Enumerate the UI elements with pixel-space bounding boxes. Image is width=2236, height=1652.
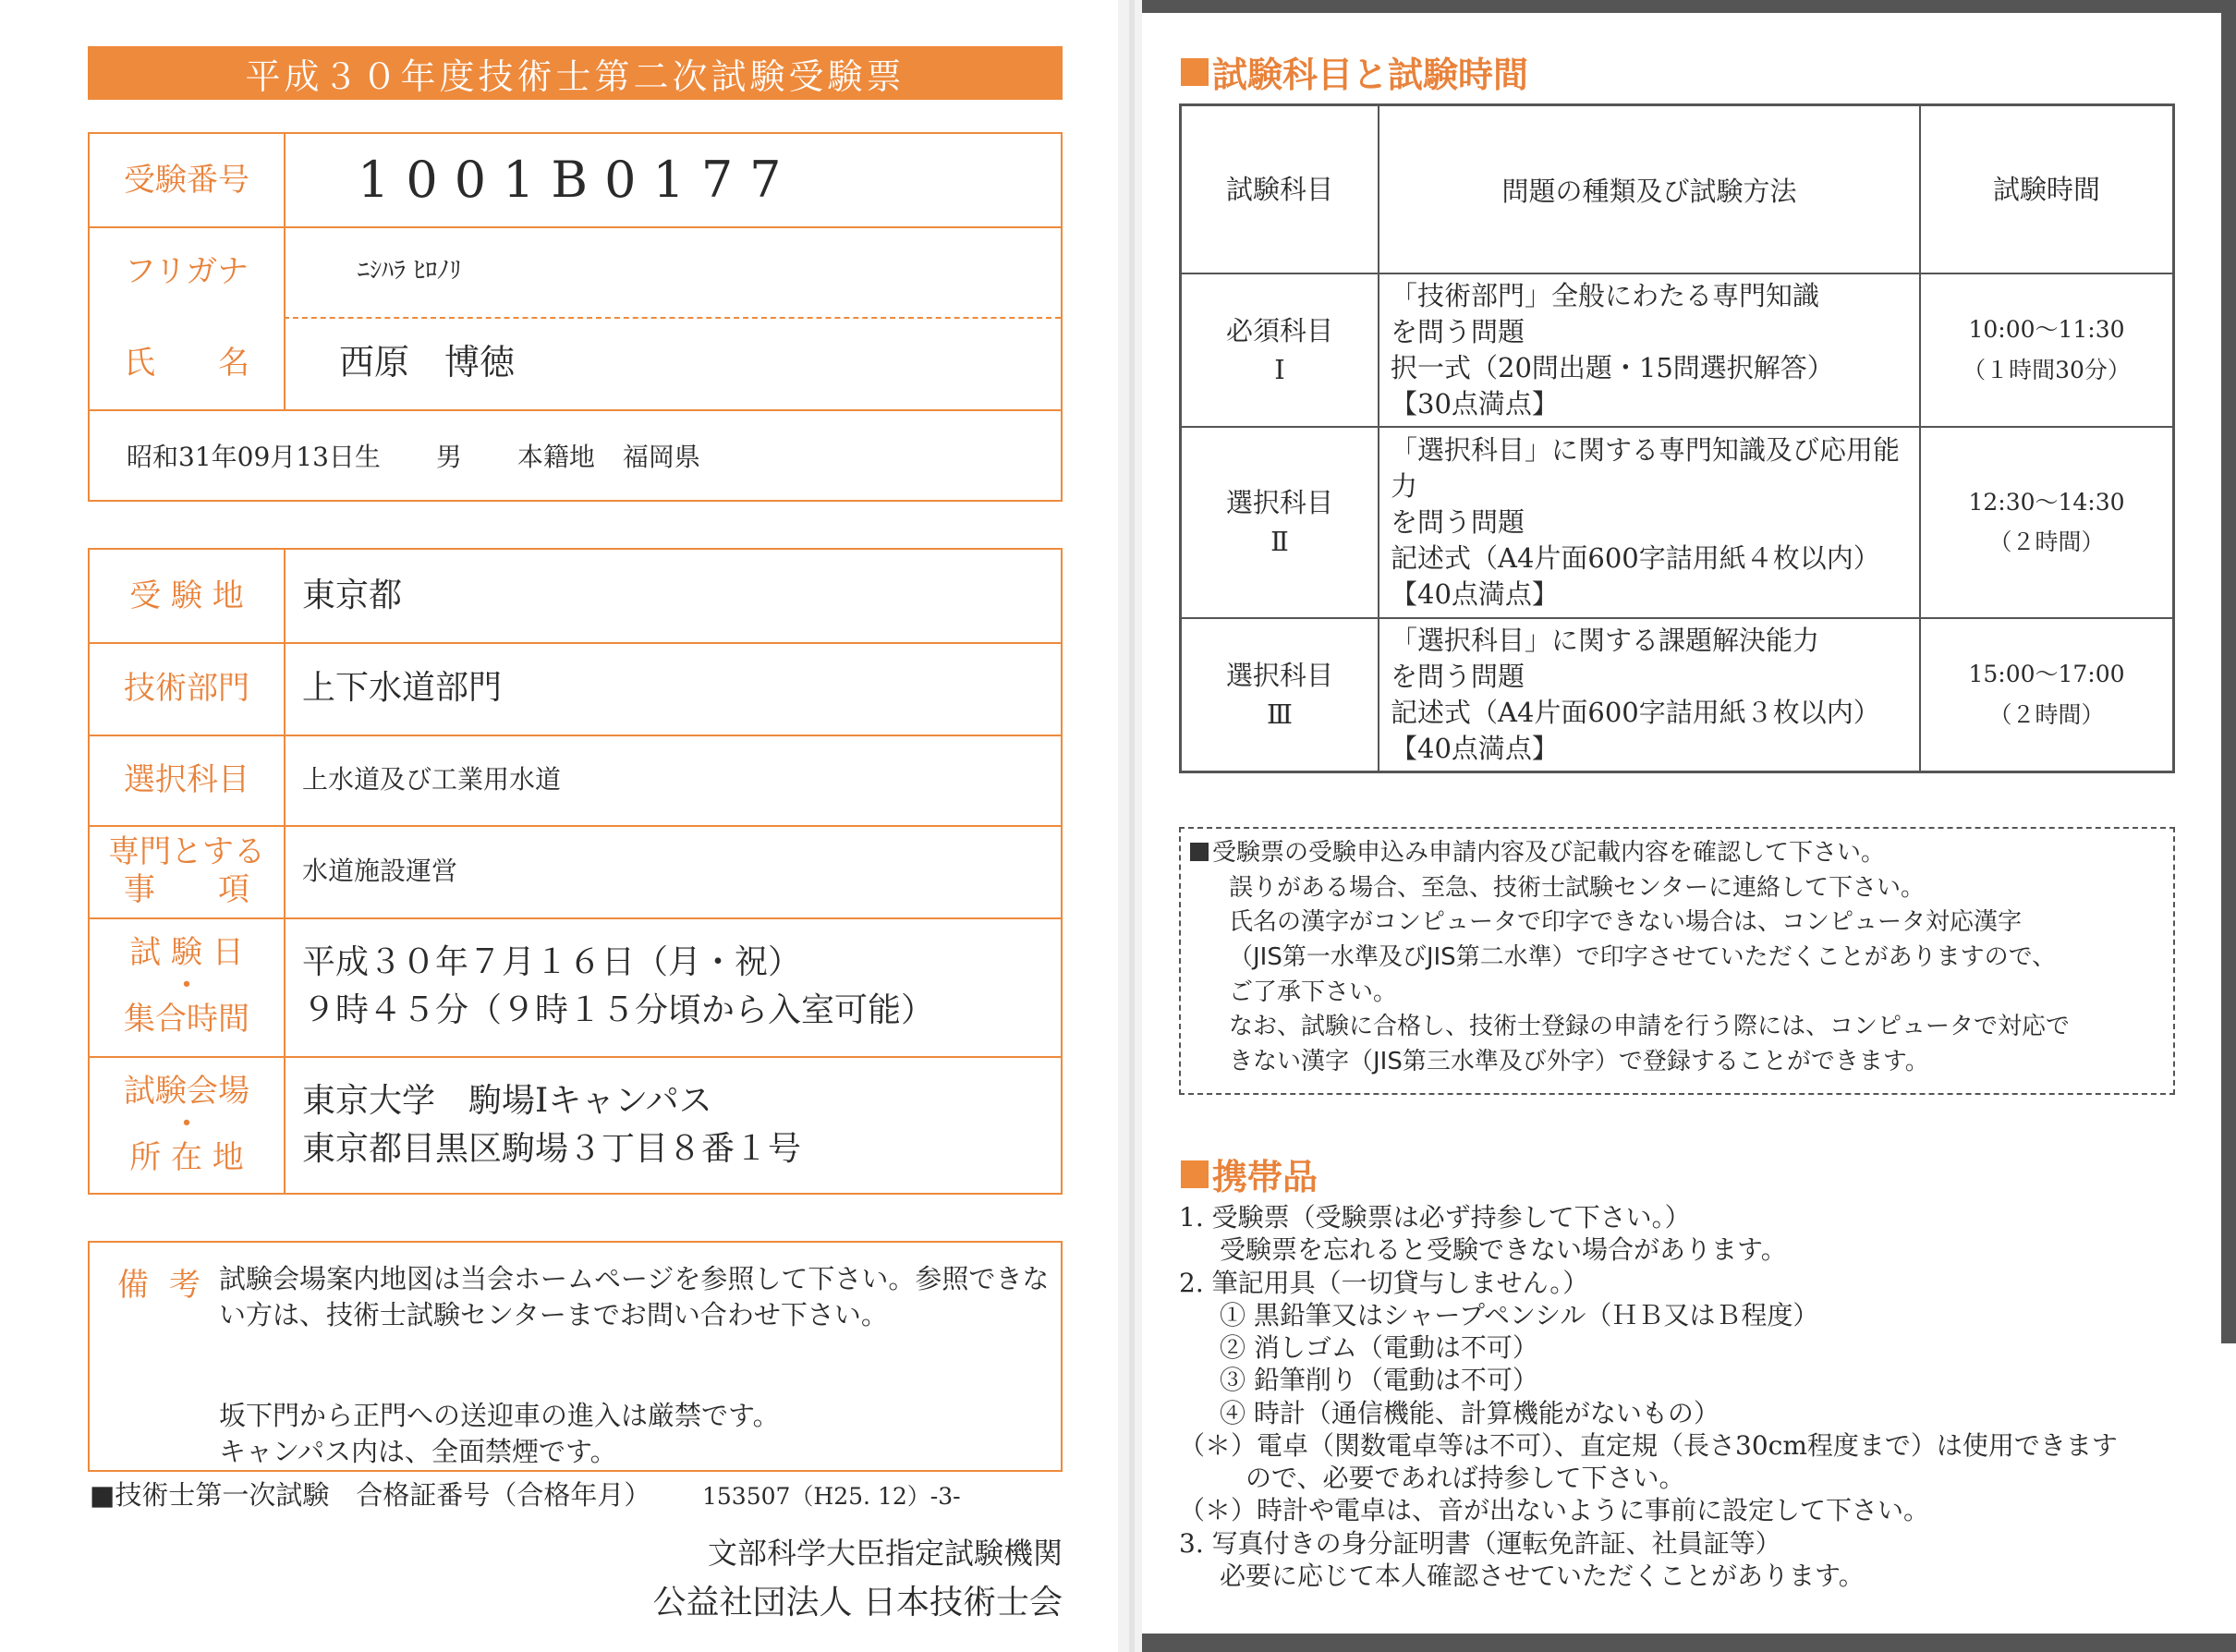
furigana-row (90, 226, 1061, 317)
details-row (90, 917, 1061, 1056)
notice-line (1190, 836, 2164, 871)
list-item: 1. 受験票（受験票は必ず持参して下さい。） (1179, 1202, 1691, 1233)
notice-box (1179, 827, 2175, 1095)
notice-line: なお、試験に合格し、技術士登録の申請を行う際には、コンピュータで対応で (1229, 1013, 2071, 1041)
list-item: 2. 筆記用具（一切貸与しません。） (1179, 1267, 1589, 1298)
list-item: ① 黒鉛筆又はシャープペンシル（ＨＢ又はＢ程度） (1220, 1299, 1819, 1330)
table-row (1181, 273, 2174, 427)
name-row (90, 317, 1061, 409)
pass-code: 153507（H25. 12）-3- (702, 1483, 961, 1510)
row-method: 「選択科目」に関する課題解決能力 を問う問題 記述式（A4片面600字詰用紙３枚以内） 【40点満点】 (1379, 618, 1920, 772)
exam-number-label: 受験番号 (90, 134, 286, 226)
list-item: ので、必要であれば持参して下さい。 (1246, 1463, 1685, 1494)
details-row (90, 642, 1061, 735)
row-subject: 必須科目 Ⅰ (1181, 273, 1379, 427)
notice-line: 氏名の漢字がコンピュータで印字できない場合は、コンピュータ対応漢字 (1229, 908, 2023, 937)
name-value: 西原 博徳 (339, 342, 516, 383)
date-label: 試 験 日 ・ 集合時間 (90, 917, 286, 1056)
org-name: 公益社団法人 日本技術士会 (652, 1584, 1063, 1622)
identity-box (88, 132, 1063, 502)
name-label: 氏 名 (90, 317, 286, 409)
list-item: 受験票を忘れると受験できない場合があります。 (1220, 1234, 1787, 1266)
division-value: 上下水道部門 (302, 668, 503, 707)
list-item: ③ 鉛筆削り（電動は不可） (1220, 1365, 1538, 1396)
venue-label: 試験会場 ・ 所 在 地 (90, 1056, 286, 1195)
header-method: 問題の種類及び試験方法 (1379, 105, 1920, 274)
furigana-value: ﾆｼﾊﾗ ﾋﾛﾉﾘ (358, 257, 462, 285)
schedule-title (1181, 46, 1528, 97)
exam-location-value: 東京都 (302, 576, 403, 614)
division-label: 技術部門 (90, 642, 286, 735)
list-item: ② 消しゴム（電動は不可） (1220, 1332, 1538, 1364)
belongings-title-text: 携帯品 (1212, 1157, 1319, 1197)
header-time: 試験時間 (1920, 105, 2174, 274)
row-time: 10:00～11:30 （１時間30分） (1920, 273, 2174, 427)
notes-box (88, 1241, 1063, 1472)
furigana-label: フリガナ (90, 226, 286, 317)
schedule-table (1179, 103, 2175, 773)
details-row (90, 825, 1061, 917)
details-row (90, 735, 1061, 825)
org-designation: 文部科学大臣指定試験機関 (707, 1536, 1063, 1571)
details-box (88, 548, 1063, 1195)
table-header-row (1181, 105, 2174, 274)
top-border (1142, 0, 2236, 13)
details-row (90, 550, 1061, 642)
header-subject: 試験科目 (1181, 105, 1379, 274)
row-method: 「技術部門」全般にわたる専門知識 を問う問題 択一式（20問出題・15問選択解答） 【30点満点】 (1379, 273, 1920, 427)
ticket-title: 平成３０年度技術士第二次試験受験票 (88, 46, 1063, 100)
list-item: 必要に応じて本人確認させていただくことがあります。 (1220, 1560, 1865, 1591)
list-item: 3. 写真付きの身分証明書（運転免許証、社員証等） (1179, 1527, 1781, 1559)
birth-date: 昭和31年09月13日生 (127, 442, 381, 472)
birth-row (90, 409, 1061, 502)
section-square-icon (1181, 58, 1209, 86)
row-time: 12:30～14:30 （２時間） (1920, 427, 2174, 618)
notice-line: きない漢字（JIS第三水準及び外字）で登録することができます。 (1229, 1048, 1929, 1076)
right-border (2221, 13, 2236, 1343)
section-square-icon (1181, 1160, 1209, 1188)
date-value: 平成３０年７月１６日（月・祝） ９時４５分（９時１５分頃から入室可能） (302, 942, 935, 1029)
notice-line: 誤りがある場合、至急、技術士試験センターに連絡して下さい。 (1229, 873, 1925, 902)
schedule-title-text: 試験科目と試験時間 (1212, 55, 1529, 95)
specialty-label: 専門とする 事 項 (90, 825, 286, 917)
row-subject: 選択科目 Ⅲ (1181, 618, 1379, 772)
notes-text-2: 坂下門から正門への送迎車の進入は厳禁です。 キャンパス内は、全面禁煙です。 (219, 1400, 780, 1468)
pass-number-label: ■技術士第一次試験 合格証番号（合格年月） (90, 1479, 651, 1511)
belongings-title (1181, 1148, 1318, 1199)
exam-number-row (90, 134, 1061, 226)
belongings-list (1179, 1201, 2195, 1592)
sex: 男 (435, 442, 462, 472)
list-item: （＊）電卓（関数電卓等は不可）、直定規（長さ30cm程度まで）は使用できます (1179, 1429, 2118, 1461)
list-item: （＊）時計や電卓は、音が出ないように事前に設定して下さい。 (1179, 1495, 1930, 1526)
notice-line-text: 受験票の受験申込み申請内容及び記載内容を確認して下さい。 (1212, 839, 1886, 867)
specialty-value: 水道施設運営 (302, 855, 458, 886)
table-row (1181, 427, 2174, 618)
exam-location-label: 受 験 地 (90, 550, 286, 642)
venue-value: 東京大学 駒場Ⅰキャンパス 東京都目黒区駒場３丁目８番１号 (302, 1081, 802, 1168)
row-method: 「選択科目」に関する専門知識及び応用能力 を問う問題 記述式（A4片面600字詰用紙４枚以内） 【40点満点】 (1379, 427, 1920, 618)
table-row (1181, 618, 2174, 772)
row-time: 15:00～17:00 （２時間） (1920, 618, 2174, 772)
exam-number: 1001B0177 (358, 150, 798, 209)
page-fold (1129, 0, 1135, 1652)
domicile-label: 本籍地 (516, 442, 595, 472)
notice-line: （JIS第一水準及びJIS第二水準）で印字させていただくことがありますので、 (1229, 943, 2057, 972)
row-subject: 選択科目 Ⅱ (1181, 427, 1379, 618)
notes-text: 試験会場案内地図は当会ホームページを参照して下さい。参照できない方は、技術士試験センターまでお問い合わせ下さい。 (219, 1263, 1050, 1331)
bottom-border (1142, 1634, 2236, 1652)
details-row (90, 1056, 1061, 1195)
subject-label: 選択科目 (90, 735, 286, 825)
subject-value: 上水道及び工業用水道 (302, 763, 562, 795)
notice-square-icon (1190, 843, 1209, 861)
list-item: ④ 時計（通信機能、計算機能がないもの） (1220, 1397, 1720, 1428)
domicile: 福岡県 (622, 442, 700, 472)
notice-line: ご了承下さい。 (1229, 978, 1398, 1006)
notes-label: 備考 (117, 1267, 221, 1304)
